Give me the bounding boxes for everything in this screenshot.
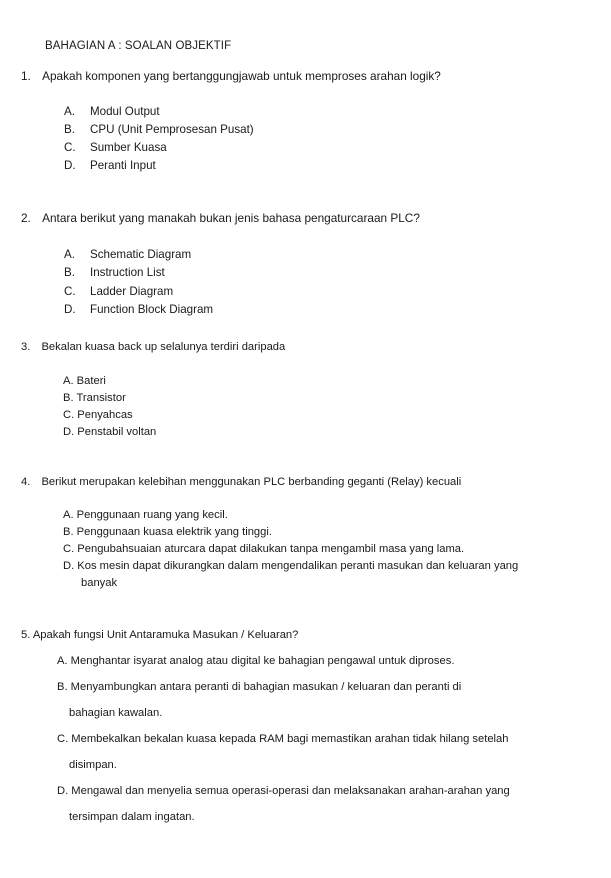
- option-4c: C. Pengubahsuaian aturcara dapat dilakukan tanpa mengambil masa yang lama.: [63, 543, 465, 555]
- option-5b-continuation: bahagian kawalan.: [69, 707, 163, 719]
- option-4a: A. Penggunaan ruang yang kecil.: [63, 509, 228, 521]
- option-1a: [64, 105, 160, 118]
- option-5c-continuation: disimpan.: [69, 759, 117, 771]
- option-text: Sumber Kuasa: [90, 141, 167, 154]
- question-number: 1.: [21, 69, 31, 83]
- option-5d: D. Mengawal dan menyelia semua operasi-operasi dan melaksanakan arahan-arahan yang: [57, 785, 510, 797]
- option-5a: A. Menghantar isyarat analog atau digital ke bahagian pengawal untuk diproses.: [57, 655, 455, 667]
- option-1c: [64, 141, 167, 154]
- question-2: [21, 211, 420, 225]
- option-letter: D.: [64, 159, 76, 172]
- option-3c: C. Penyahcas: [63, 409, 133, 421]
- option-1d: [64, 159, 156, 172]
- option-letter: B.: [64, 266, 75, 279]
- option-text: Peranti Input: [90, 159, 156, 172]
- question-3: [21, 341, 285, 353]
- option-letter: D.: [64, 303, 76, 316]
- option-text: CPU (Unit Pemprosesan Pusat): [90, 123, 254, 136]
- section-title: BAHAGIAN A : SOALAN OBJEKTIF: [45, 40, 232, 52]
- option-letter: C.: [64, 141, 76, 154]
- option-5c: C. Membekalkan bekalan kuasa kepada RAM bagi memastikan arahan tidak hilang setelah: [57, 733, 509, 745]
- question-number: 4.: [21, 476, 31, 488]
- option-3d: D. Penstabil voltan: [63, 426, 157, 438]
- option-2b: [64, 266, 165, 279]
- option-text: Modul Output: [90, 105, 160, 118]
- option-4d: D. Kos mesin dapat dikurangkan dalam mengendalikan peranti masukan dan keluaran yang: [63, 560, 519, 572]
- option-4d-continuation: banyak: [81, 577, 118, 589]
- option-text: Instruction List: [90, 266, 165, 279]
- question-text: Bekalan kuasa back up selalunya terdiri daripada: [41, 341, 286, 353]
- question-text: Antara berikut yang manakah bukan jenis bahasa pengaturcaraan PLC?: [42, 211, 420, 225]
- option-3a: A. Bateri: [63, 375, 106, 387]
- option-2c: [64, 285, 173, 298]
- option-text: Schematic Diagram: [90, 248, 192, 261]
- option-5b: B. Menyambungkan antara peranti di bahagian masukan / keluaran dan peranti di: [57, 681, 462, 693]
- option-3b: B. Transistor: [63, 392, 126, 404]
- option-letter: A.: [64, 248, 75, 261]
- question-text: Berikut merupakan kelebihan menggunakan PLC berbanding geganti (Relay) kecuali: [41, 476, 462, 488]
- option-letter: C.: [64, 285, 76, 298]
- question-number: 3.: [21, 341, 31, 353]
- question-1: [21, 69, 441, 83]
- question-5: 5. Apakah fungsi Unit Antaramuka Masukan / Keluaran?: [21, 629, 299, 641]
- question-4: [21, 476, 461, 488]
- option-5d-continuation: tersimpan dalam ingatan.: [69, 811, 195, 823]
- option-2a: [64, 248, 191, 261]
- option-1b: [64, 123, 254, 136]
- option-text: Function Block Diagram: [90, 303, 214, 316]
- option-letter: B.: [64, 123, 75, 136]
- question-number: 2.: [21, 211, 31, 225]
- option-2d: [64, 303, 213, 316]
- option-letter: A.: [64, 105, 75, 118]
- question-text: Apakah komponen yang bertanggungjawab untuk memproses arahan logik?: [42, 69, 441, 83]
- option-4b: B. Penggunaan kuasa elektrik yang tinggi.: [63, 526, 272, 538]
- option-text: Ladder Diagram: [90, 285, 174, 298]
